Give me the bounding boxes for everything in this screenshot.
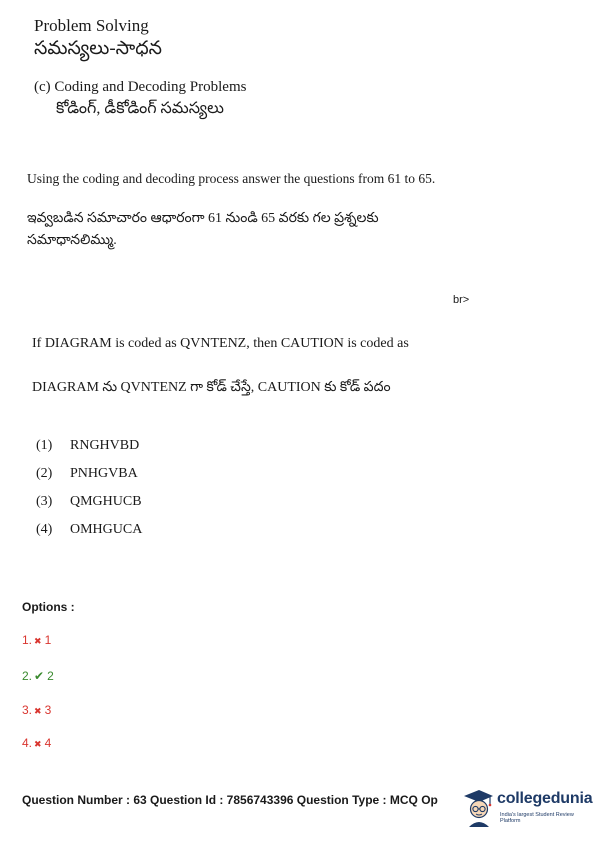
subsection-title-telugu: కోడింగ్, డీకోడింగ్ సమస్యలు (56, 100, 224, 117)
instructions-text-telugu: ఇవ్వబడిన సమాచారం ఆధారంగా 61 నుండి 65 వరకు గల ప్రశ్నలకు సమాధానలిమ్ము. (27, 211, 379, 248)
brand-name: collegedunia (497, 790, 593, 807)
option-item (22, 633, 51, 647)
option-number: 1. (22, 633, 33, 647)
option-item (22, 736, 51, 750)
instructions-text: Using the coding and decoding process answer the questions from 61 to 65. (27, 171, 436, 186)
option-item (22, 703, 51, 717)
answer-choice (36, 494, 142, 510)
brand-tagline: India's largest Student Review Platform (500, 812, 574, 824)
option-number: 4. (22, 736, 33, 750)
cross-icon: ✖ (34, 706, 42, 716)
cross-icon: ✖ (34, 636, 42, 646)
choice-number: (4) (36, 522, 53, 537)
brand-logo[interactable] (462, 787, 592, 829)
check-icon: ✔ (34, 669, 45, 683)
choice-text: OMHGUCA (70, 522, 143, 537)
option-number: 3. (22, 703, 33, 717)
section-title: Problem Solving (34, 16, 149, 35)
question-text: If DIAGRAM is coded as QVNTENZ, then CAUTION is coded as (32, 336, 409, 351)
question-meta-footer: Question Number : 63 Question Id : 7856743396 Question Type : MCQ Op (22, 793, 438, 807)
option-value: 4 (44, 736, 52, 750)
choice-text: QMGHUCB (70, 494, 142, 509)
option-value: 3 (44, 703, 52, 717)
option-value: 2 (47, 669, 54, 683)
option-value: 1 (44, 633, 52, 647)
cross-icon: ✖ (34, 739, 42, 749)
choice-number: (1) (36, 438, 53, 453)
subsection-title: (c) Coding and Decoding Problems (34, 79, 247, 95)
section-title-telugu: సమస్యలు-సాధన (34, 38, 162, 59)
choice-number: (3) (36, 494, 53, 509)
choice-text: PNHGVBA (70, 466, 138, 481)
option-item (22, 669, 54, 683)
answer-choice (36, 466, 138, 482)
choice-number: (2) (36, 466, 53, 481)
graduate-icon (462, 787, 494, 827)
answer-choice (36, 438, 139, 454)
option-number: 2. (22, 669, 33, 683)
stray-markup-text: br> (453, 294, 470, 306)
question-text-telugu: DIAGRAM ను QVNTENZ గా కోడ్ చేస్తే, CAUTION కు కోడ్ పదం (32, 380, 391, 395)
choice-text: RNGHVBD (70, 438, 140, 453)
answer-choice (36, 522, 142, 538)
options-heading: Options : (22, 600, 75, 614)
